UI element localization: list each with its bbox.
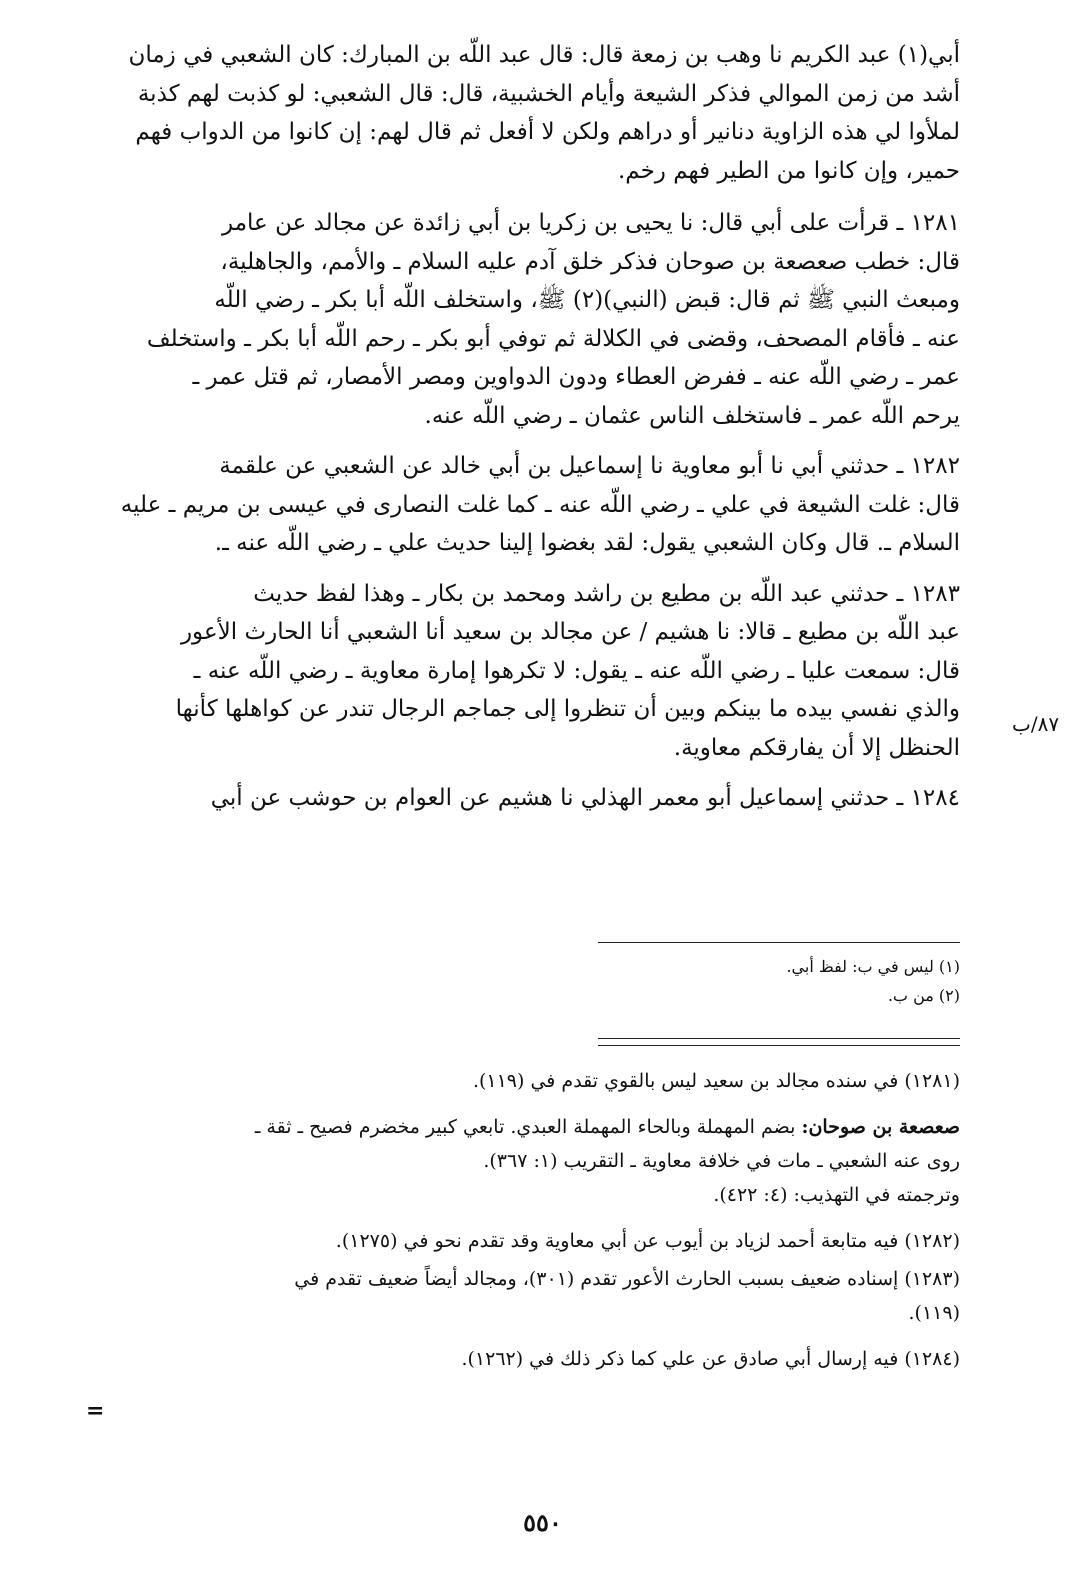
text-line: حمير، وإن كانوا من الطير فهم رخم. [617, 157, 960, 184]
commentary-term: صعصعة بن صوحان: [801, 1116, 960, 1138]
hadith-1282-line: ١٢٨٢ ـ حدثني أبي نا أبو معاوية نا إسماعيل بن أبي خالد عن الشعبي عن علقمة [219, 453, 960, 479]
hadith-1283-line: قال: سمعت عليا ـ رضي اللّه عنه ـ يقول: لا تكرهوا إمارة معاوية ـ رضي اللّه عنه ـ [193, 657, 960, 684]
hadith-1283-line: عبد اللّه بن مطيع ـ قالا: نا هشيم / عن مجالد بن سعيد أنا الشعبي أنا الحارث الأعور [180, 619, 960, 645]
hadith-1284-line: ١٢٨٤ ـ حدثني إسماعيل أبو معمر الهذلي نا هشيم عن العوام بن حوشب عن أبي [210, 785, 960, 811]
text-line: لملأوا لي هذه الزاوية دنانير أو دراهم ولكن لا أفعل ثم قال لهم: إن كانوا من الدواب فهم [135, 119, 960, 145]
commentary-1282: (١٢٨٢) فيه متابعة أحمد لزياد بن أيوب عن أبي معاوية وقد تقدم نحو في (١٢٧٥). [335, 1230, 960, 1252]
hadith-1281-line: يرحم اللّه عمر ـ فاستخلف الناس عثمان ـ رضي اللّه عنه. [424, 402, 960, 429]
commentary-1283-cont: (١١٩). [908, 1302, 960, 1324]
hadith-1281-line: عمر ـ رضي اللّه عنه ـ ففرض العطاء ودون الدواوين ومصر الأمصار، ثم قتل عمر ـ [192, 364, 960, 390]
text-line: أبي(١) عبد الكريم نا وهب بن زمعة قال: قال عبد اللّه بن المبارك: كان الشعبي في زمان [128, 42, 960, 68]
hadith-1281-line: عنه ـ فأقام المصحف، وقضى في الكلالة ثم توفي أبو بكر ـ رحم اللّه أبا بكر ـ واستخلف [146, 325, 960, 352]
main-text [80, 36, 960, 818]
hadith-1282-line: قال: غلت الشيعة في علي ـ رضي اللّه عنه ـ كما غلت النصارى في عيسى بن مريم ـ عليه [120, 491, 960, 518]
commentary-sasaa-line: وترجمته في التهذيب: (٤: ٤٢٢). [713, 1184, 960, 1206]
hadith-1281-line: ومبعث النبي ﷺ ثم قال: قبض (النبي)(٢) ﷺ، واستخلف اللّه أبا بكر ـ رضي اللّه [214, 287, 960, 313]
commentary-divider-bottom [598, 1045, 960, 1046]
hadith-1283-line: الحنظل إلا أن يفارقكم معاوية. [673, 734, 960, 761]
hadith-1281-line: قال: خطب صعصعة بن صوحان فذكر خلق آدم عليه السلام ـ والأمم، والجاهلية، [220, 248, 960, 275]
hadith-1282-line: السلام ـ. قال وكان الشعبي يقول: لقد بغضوا إلينا حديث علي ـ رضي اللّه عنه ـ. [214, 530, 960, 556]
hadith-1281-line: ١٢٨١ ـ قرأت على أبي قال: نا يحيى بن زكريا بن أبي زائدة عن مجالد عن عامر [222, 210, 960, 236]
continuation-mark: = [86, 1398, 105, 1424]
commentary-divider-top [598, 1038, 960, 1039]
text-line: أشد من زمن الموالي فذكر الشيعة وأيام الخشبية، قال: قال الشعبي: لو كذبت لهم كذبة [137, 80, 960, 107]
margin-folio-reference: ٨٧/ب [1012, 712, 1060, 736]
footnote: (١) ليس في ب: لفظ أبي. [786, 957, 960, 976]
commentary-text: بضم المهملة وبالحاء المهملة العبدي. تابعي كبير مخضرم فصيح ـ ثقة ـ [254, 1116, 802, 1138]
editor-commentary [80, 1064, 960, 1376]
footnote-divider [598, 942, 960, 943]
commentary-1281: (١٢٨١) في سنده مجالد بن سعيد ليس بالقوي تقدم في (١١٩). [472, 1070, 960, 1092]
hadith-1283-line: والذي نفسي بيده ما بينكم وبين أن تنظروا إلى جماجم الرجال تندر عن كواهلها كأنها [175, 696, 960, 722]
commentary-sasaa [80, 1110, 960, 1144]
page-number: ٥٥٠ [523, 1508, 562, 1537]
commentary-sasaa-line: روى عنه الشعبي ـ مات في خلافة معاوية ـ التقريب (١: ٣٦٧). [483, 1150, 960, 1172]
hadith-1283-line: ١٢٨٣ ـ حدثني عبد اللّه بن مطيع بن راشد ومحمد بن بكار ـ وهذا لفظ حديث [253, 580, 960, 607]
footnotes [598, 952, 960, 1010]
commentary-1284: (١٢٨٤) فيه إرسال أبي صادق عن علي كما ذكر ذلك في (١٢٦٢). [461, 1348, 960, 1370]
footnote: (٢) من ب. [887, 986, 960, 1005]
commentary-1283: (١٢٨٣) إسناده ضعيف بسبب الحارث الأعور تقدم (٣٠١)، ومجالد أيضاً ضعيف تقدم في [294, 1268, 960, 1290]
